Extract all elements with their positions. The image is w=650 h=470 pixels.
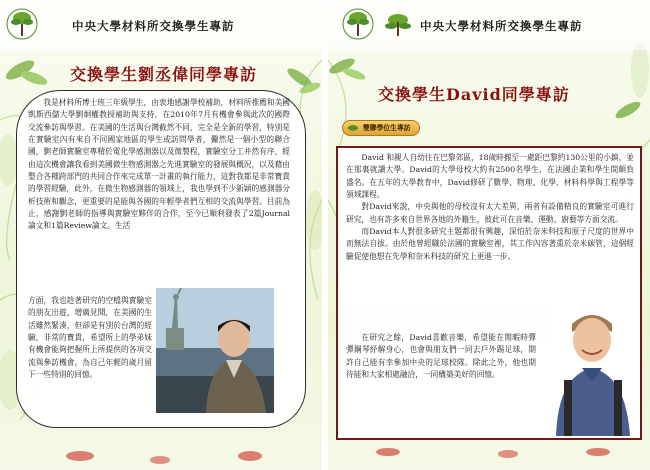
paragraph: 而David本人對很多研究主題都很有興趣，深怕於奈米科技和原子尺度的世界中而無法自拔。由於他曾經職於法國的實驗室裡，其工作內容著重於奈米碳管，這個經驗促使他想在先學和奈米科技的研究上更進一步。 <box>346 227 634 261</box>
leaf-emblem-icon <box>382 8 414 40</box>
department-header: 中央大學材料所交換學生專訪 <box>420 19 583 33</box>
photo-illustration <box>546 302 638 436</box>
right-page <box>328 0 650 470</box>
article-body-end <box>346 332 536 381</box>
university-logo-icon <box>6 8 38 40</box>
header-bar <box>328 0 650 50</box>
paragraph: David 和親人自幼住在巴黎郊區，18歲時搬至一處距巴黎約130公里的小鎮，並在那裏就讀大學。David的大學母校大約有2500名學生，在法國企業和學生間頗負盛名。在五年的大學教育中，David修研了數學、物理、化學、材料科學與工程學等領域課程。 <box>346 153 634 200</box>
photo-illustration <box>156 288 274 413</box>
student-photo-statue-of-liberty <box>156 288 274 413</box>
student-photo-david <box>546 302 638 436</box>
paragraph: 我是材料所博士班三年級學生，由衷地感謝學校補助，材料所推薦和美國凱斯西儲大學劉炯權教授補助與支持，在2010年7月有機會參與此次的國際交流參訪與學習。在美國的生活與台灣截然不同，完全是全新的學習，特別是在實驗室內有來自不同國家地區的學生或訪問學者，儼然是一個小型的聯合國，劉老師實驗室專精於電化學感測器以及微製程，實驗室分工井然有序，經由這次機會讓我看到美國微生物感測器之先進實驗室的發展與概況，以及藉由整合各種跨部門的共同合作來完成單一計畫的執行能力，這對我都是非常寶貴的學習經驗，此外，在微生物感測器的領域上，我也學到不少新穎的感測器分析技術和觀念，更重要的是能與各國的年輕學者們互相的交流與學習。目前為止，感謝劉老師的指導與實驗室夥伴的合作，至今已順利發表了2篇Journal論文和1篇Review論文。生活 <box>28 98 290 231</box>
department-header: 中央大學材料所交換學生專訪 <box>72 19 235 33</box>
university-logo-icon <box>342 8 374 40</box>
badge-label: 雙聯學位生專訪 <box>363 124 411 132</box>
paragraph: 在研究之餘，David喜歡音樂，希望能在閒暇時彈彈鋼琴紓解身心，也會與朋友們一同去戶外踢足球，期許自己能有幸參加中央的足球校隊。除此之外，他也期待能和大家相處融洽，一同構築美好的回憶。 <box>346 333 536 380</box>
article-body-side <box>28 295 152 381</box>
paragraph: 對David來說，中央與他的母校沒有太大差異，兩者有設備精良的實驗室可進行研究，也有許多來自世界各地的外籍生，彼此可在音樂、運動、廚藝等方面交流。 <box>346 202 634 224</box>
left-page <box>0 0 322 470</box>
article-title: 交換學生David同學專訪 <box>378 85 570 104</box>
footer-decoration <box>0 442 322 470</box>
article-body-main <box>28 97 290 233</box>
paragraph: 方面，我也趁著研究的空檔與實驗室的朋友出遊，增廣見聞，在美國的生活雖然緊湊，但卻是有別於台灣的經驗，非常的寶貴，希望所上的學弟妹有機會能夠把握所上所提供的各項交流與參訪機會，為自己年輕的歲月留下一些特別的回憶。 <box>28 296 152 380</box>
article-title: 交換學生劉丞偉同學專訪 <box>70 65 258 84</box>
double-degree-badge <box>342 120 420 136</box>
header-bar <box>0 0 322 50</box>
leaf-icon <box>347 123 359 133</box>
article-body-main <box>346 152 634 263</box>
footer-decoration <box>328 442 650 470</box>
